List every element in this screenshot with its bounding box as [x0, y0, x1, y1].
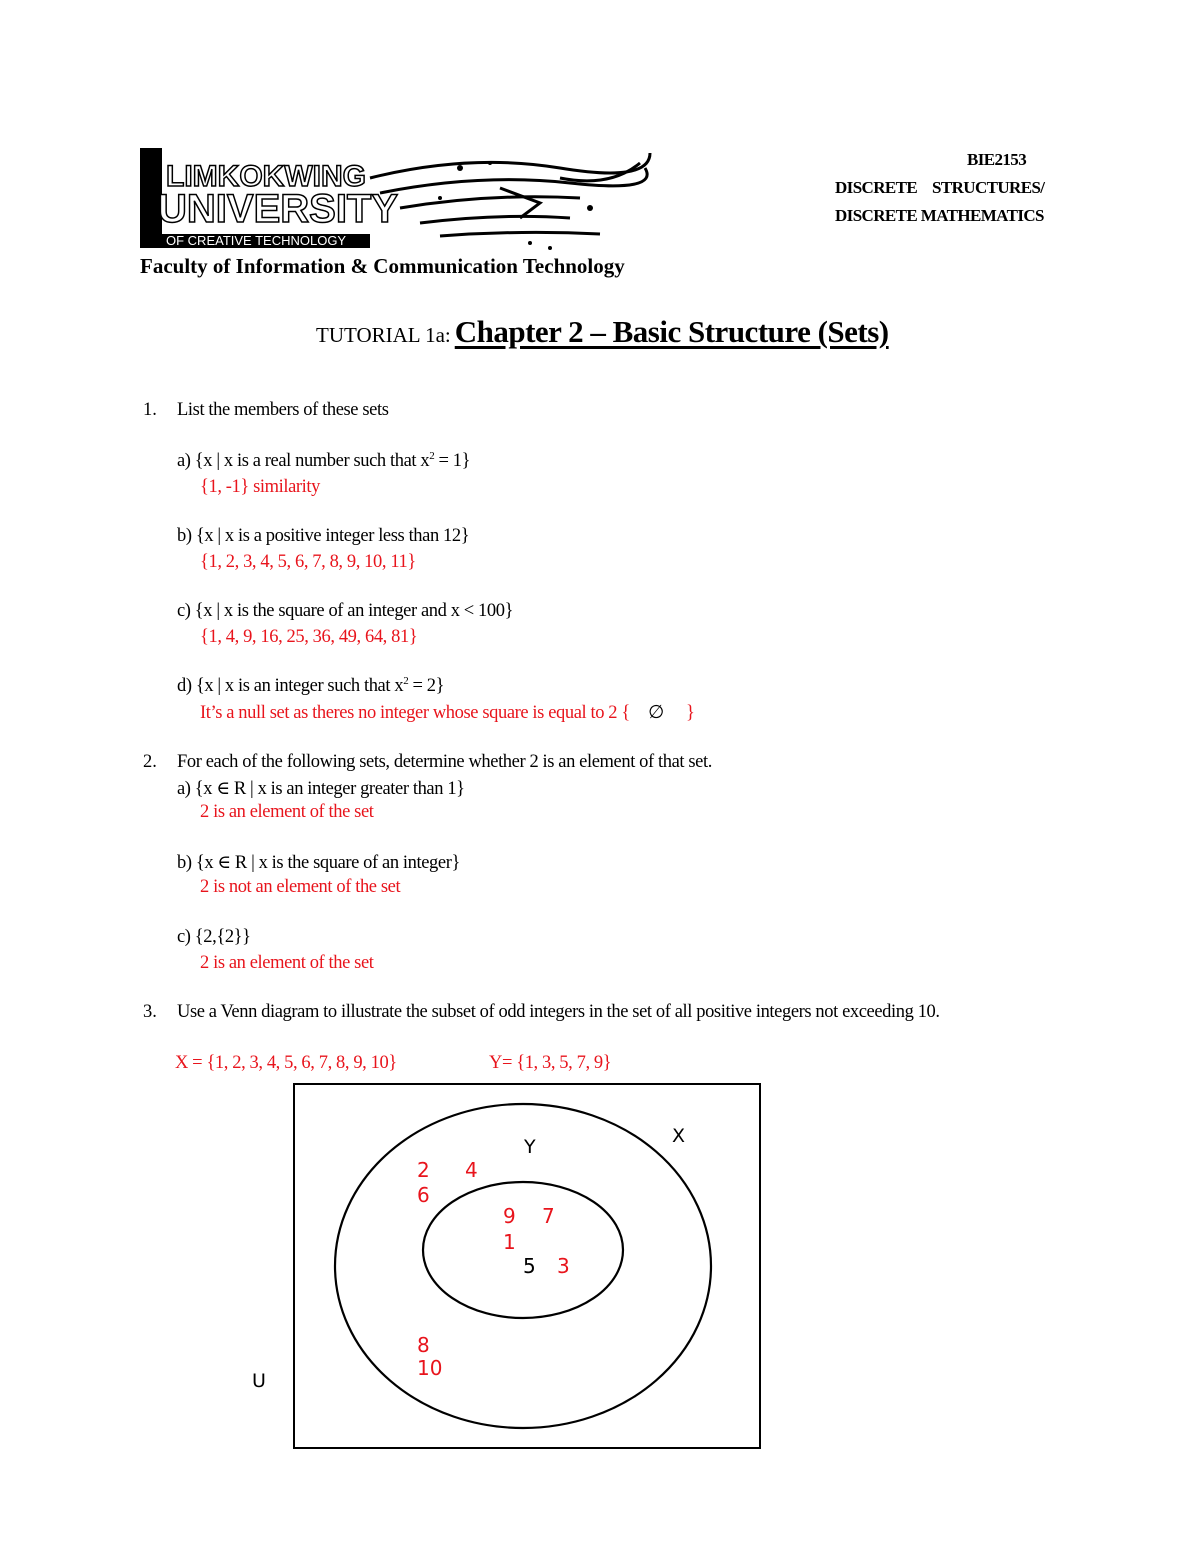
q1-text: List the members of these sets	[177, 400, 389, 420]
svg-text:UNIVERSITY: UNIVERSITY	[158, 187, 399, 231]
title-prefix: TUTORIAL 1a:	[316, 323, 451, 347]
venn-number-9: 9	[503, 1204, 516, 1228]
venn-number-5: 5	[523, 1254, 536, 1278]
q2c-answer: 2 is an element of the set	[200, 953, 374, 973]
q1d-answer: It’s a null set as theres no integer whose square is equal to 2 { ∅ }	[200, 703, 695, 723]
venn-number-10-clip	[417, 1356, 443, 1380]
q2-text: For each of the following sets, determine whether 2 is an element of that set.	[177, 752, 712, 772]
venn-label-x: X	[672, 1125, 686, 1147]
set-x-definition: X = {1, 2, 3, 4, 5, 6, 7, 8, 9, 10}	[175, 1053, 397, 1073]
title-main: Chapter 2 – Basic Structure (Sets)	[454, 314, 889, 349]
venn-label-y: Y	[524, 1136, 536, 1158]
svg-text:LIMKOKWING: LIMKOKWING	[166, 160, 366, 193]
venn-number-6: 6	[417, 1183, 430, 1207]
q1b-answer: {1, 2, 3, 4, 5, 6, 7, 8, 9, 10, 11}	[200, 552, 416, 572]
faculty-name: Faculty of Information & Communication Technology	[140, 254, 625, 278]
q1c-answer: {1, 4, 9, 16, 25, 36, 49, 64, 81}	[200, 627, 418, 647]
q2-number: 2.	[143, 752, 157, 772]
q1a-answer: {1, -1} similarity	[200, 477, 321, 497]
q1c-text: c) {x | x is the square of an integer and x < 100}	[177, 601, 514, 621]
course-title-line1-b: STRUCTURES/	[932, 178, 1045, 197]
course-code: BIE2153	[967, 150, 1027, 169]
venn-label-u: U	[252, 1370, 266, 1392]
q2b-text: b) {x ∈ R | x is the square of an integer}	[177, 853, 460, 873]
course-title-line1-a: DISCRETE	[835, 178, 918, 197]
q2a-answer: 2 is an element of the set	[200, 802, 374, 822]
empty-set-symbol: ∅	[648, 703, 664, 723]
venn-number-10: 10	[417, 1356, 443, 1380]
q3-text: Use a Venn diagram to illustrate the subset of odd integers in the set of all positive integers not exceeding 10.	[177, 1002, 940, 1022]
q1a-text: a) {x | x is a real number such that $x^2 = 1$}	[177, 450, 471, 471]
set-y-definition: Y= {1, 3, 5, 7, 9}	[489, 1053, 612, 1073]
q3-number: 3.	[143, 1002, 157, 1022]
svg-text:OF CREATIVE TECHNOLOGY: OF CREATIVE TECHNOLOGY	[166, 233, 347, 248]
venn-number-2: 2	[417, 1158, 430, 1182]
q2b-answer: 2 is not an element of the set	[200, 877, 401, 897]
venn-number-4: 4	[465, 1158, 478, 1182]
set-y-circle	[423, 1182, 623, 1318]
q1d-text: d) {x | x is an integer such that $x^2 = 2$}	[177, 675, 445, 696]
venn-number-8: 8	[417, 1333, 430, 1357]
venn-number-1: 1	[503, 1230, 516, 1254]
venn-number-3: 3	[557, 1254, 570, 1278]
venn-number-7: 7	[542, 1204, 555, 1228]
q2c-text: c) {2,{2}}	[177, 927, 251, 947]
q1b-text: b) {x | x is a positive integer less than 12}	[177, 526, 470, 546]
q2a-text: a) {x ∈ R | x is an integer greater than 1}	[177, 779, 465, 799]
q1-number: 1.	[143, 400, 157, 420]
course-title-line2: DISCRETE MATHEMATICS	[835, 206, 1044, 225]
